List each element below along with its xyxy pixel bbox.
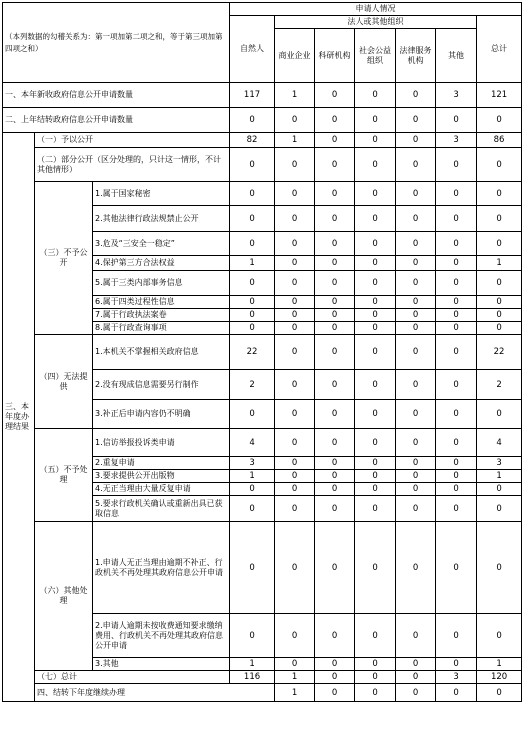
value-cell: 0 bbox=[436, 182, 477, 206]
value-cell: 0 bbox=[436, 614, 477, 658]
value-cell: 0 bbox=[315, 335, 355, 370]
value-cell: 0 bbox=[230, 496, 275, 522]
value-cell: 0 bbox=[436, 108, 477, 133]
value-cell: 0 bbox=[315, 470, 355, 483]
value-cell: 22 bbox=[230, 335, 275, 370]
value-cell: 0 bbox=[275, 400, 315, 429]
row-label: 3.其他 bbox=[93, 658, 230, 671]
row-label: 1.信访举报投诉类申请 bbox=[93, 429, 230, 457]
value-cell: 0 bbox=[275, 522, 315, 614]
header-note: （本列数据的勾稽关系为：第一项加第二项之和，等于第三项加第四项之和） bbox=[3, 3, 230, 83]
value-cell: 0 bbox=[315, 658, 355, 671]
value-cell: 0 bbox=[275, 496, 315, 522]
value-cell: 1 bbox=[230, 658, 275, 671]
value-cell: 0 bbox=[355, 206, 396, 232]
value-cell: 0 bbox=[355, 322, 396, 335]
value-cell: 0 bbox=[230, 232, 275, 256]
row-label: 8.属于行政查询事项 bbox=[93, 322, 230, 335]
value-cell: 0 bbox=[355, 148, 396, 182]
value-cell: 0 bbox=[275, 483, 315, 496]
value-cell: 0 bbox=[315, 496, 355, 522]
group-4-label: （四）无法提供 bbox=[35, 335, 93, 429]
value-cell: 0 bbox=[396, 182, 436, 206]
value-cell: 0 bbox=[355, 429, 396, 457]
value-cell: 0 bbox=[355, 83, 396, 108]
value-cell: 0 bbox=[396, 322, 436, 335]
total-cell: 1 bbox=[477, 256, 522, 271]
table-row bbox=[3, 671, 522, 684]
row-label: 6.属于四类过程性信息 bbox=[93, 296, 230, 309]
value-cell: 0 bbox=[396, 400, 436, 429]
value-cell: 0 bbox=[436, 322, 477, 335]
header-other: 其他 bbox=[436, 29, 477, 83]
value-cell: 0 bbox=[230, 148, 275, 182]
value-cell: 0 bbox=[315, 322, 355, 335]
value-cell: 0 bbox=[315, 671, 355, 684]
total-cell: 86 bbox=[477, 133, 522, 148]
value-cell: 0 bbox=[315, 108, 355, 133]
row-label: 3.危及“三安全一稳定” bbox=[93, 232, 230, 256]
value-cell: 0 bbox=[315, 614, 355, 658]
value-cell: 0 bbox=[315, 400, 355, 429]
value-cell: 1 bbox=[230, 256, 275, 271]
value-cell: 0 bbox=[396, 483, 436, 496]
value-cell: 0 bbox=[275, 335, 315, 370]
total-cell: 0 bbox=[477, 271, 522, 296]
value-cell: 0 bbox=[275, 256, 315, 271]
value-cell: 1 bbox=[230, 470, 275, 483]
value-cell: 0 bbox=[275, 206, 315, 232]
table-row bbox=[3, 335, 522, 370]
value-cell: 1 bbox=[275, 684, 315, 702]
value-cell: 0 bbox=[275, 658, 315, 671]
table-row bbox=[3, 83, 522, 108]
row-label: （七）总计 bbox=[35, 671, 230, 684]
section-3-label: 三、本年度办理结果 bbox=[3, 133, 35, 702]
group-6-label: （六）其他处理 bbox=[35, 522, 93, 671]
value-cell: 117 bbox=[230, 83, 275, 108]
value-cell: 3 bbox=[436, 133, 477, 148]
total-cell: 1 bbox=[477, 658, 522, 671]
table-row bbox=[3, 108, 522, 133]
row-label: 一、本年新收政府信息公开申请数量 bbox=[3, 83, 230, 108]
row-label: 1.本机关不掌握相关政府信息 bbox=[93, 335, 230, 370]
value-cell: 0 bbox=[396, 133, 436, 148]
value-cell: 0 bbox=[396, 296, 436, 309]
value-cell: 0 bbox=[315, 522, 355, 614]
value-cell: 0 bbox=[436, 658, 477, 671]
value-cell: 0 bbox=[355, 133, 396, 148]
value-cell: 0 bbox=[355, 614, 396, 658]
value-cell: 4 bbox=[230, 429, 275, 457]
value-cell: 0 bbox=[355, 671, 396, 684]
value-cell: 3 bbox=[436, 671, 477, 684]
value-cell: 0 bbox=[315, 370, 355, 400]
header-legal-service: 法律服务机构 bbox=[396, 29, 436, 83]
value-cell: 0 bbox=[315, 232, 355, 256]
value-cell: 0 bbox=[396, 684, 436, 702]
value-cell: 0 bbox=[355, 335, 396, 370]
value-cell: 0 bbox=[230, 296, 275, 309]
total-cell: 1 bbox=[477, 470, 522, 483]
value-cell: 0 bbox=[275, 614, 315, 658]
value-cell: 0 bbox=[355, 271, 396, 296]
value-cell: 0 bbox=[436, 522, 477, 614]
value-cell: 0 bbox=[436, 232, 477, 256]
row-label: 5.属于三类内部事务信息 bbox=[93, 271, 230, 296]
value-cell: 0 bbox=[315, 457, 355, 470]
value-cell: 3 bbox=[436, 83, 477, 108]
header-legal-group: 法人或其他组织 bbox=[275, 16, 477, 29]
value-cell: 0 bbox=[230, 309, 275, 322]
value-cell: 0 bbox=[275, 232, 315, 256]
total-cell: 0 bbox=[477, 483, 522, 496]
row-label: 2.申请人逾期未按收费通知要求缴纳费用、行政机关不再处理其政府信息公开申请 bbox=[93, 614, 230, 658]
value-cell: 0 bbox=[436, 457, 477, 470]
value-cell: 82 bbox=[230, 133, 275, 148]
value-cell: 0 bbox=[275, 309, 315, 322]
total-cell: 0 bbox=[477, 496, 522, 522]
header-applicant: 申请人情况 bbox=[230, 3, 522, 16]
header-natural-person: 自然人 bbox=[230, 16, 275, 83]
value-cell: 0 bbox=[315, 206, 355, 232]
row-label: 2.其他法律行政法规禁止公开 bbox=[93, 206, 230, 232]
row-label: 3.补正后申请内容仍不明确 bbox=[93, 400, 230, 429]
total-cell: 0 bbox=[477, 296, 522, 309]
total-cell: 2 bbox=[477, 370, 522, 400]
value-cell: 0 bbox=[315, 133, 355, 148]
table-row bbox=[3, 182, 522, 206]
total-cell: 0 bbox=[477, 309, 522, 322]
header-research: 科研机构 bbox=[315, 29, 355, 83]
row-label: 2.重复申请 bbox=[93, 457, 230, 470]
table-row bbox=[3, 133, 522, 148]
value-cell: 0 bbox=[355, 522, 396, 614]
group-3-label: （三）不予公开 bbox=[35, 182, 93, 335]
total-cell: 0 bbox=[477, 614, 522, 658]
value-cell: 0 bbox=[315, 296, 355, 309]
value-cell: 0 bbox=[230, 206, 275, 232]
value-cell: 116 bbox=[230, 671, 275, 684]
value-cell: 0 bbox=[355, 182, 396, 206]
value-cell: 0 bbox=[315, 271, 355, 296]
value-cell: 0 bbox=[355, 483, 396, 496]
value-cell: 0 bbox=[396, 148, 436, 182]
total-cell: 0 bbox=[477, 182, 522, 206]
value-cell: 0 bbox=[355, 309, 396, 322]
header-total: 总计 bbox=[477, 16, 522, 83]
value-cell: 0 bbox=[396, 614, 436, 658]
value-cell: 0 bbox=[355, 232, 396, 256]
value-cell: 0 bbox=[355, 256, 396, 271]
value-cell: 0 bbox=[396, 256, 436, 271]
value-cell: 0 bbox=[230, 400, 275, 429]
row-label: （二）部分公开（区分处理的，只计这一情形，不计其他情形） bbox=[35, 148, 230, 182]
value-cell: 0 bbox=[436, 309, 477, 322]
header-commercial: 商业企业 bbox=[275, 29, 315, 83]
row-label: 1.属于国家秘密 bbox=[93, 182, 230, 206]
value-cell: 0 bbox=[230, 271, 275, 296]
value-cell: 0 bbox=[436, 296, 477, 309]
value-cell: 0 bbox=[355, 658, 396, 671]
value-cell: 1 bbox=[275, 671, 315, 684]
table-row bbox=[3, 684, 522, 702]
value-cell: 2 bbox=[230, 370, 275, 400]
value-cell: 0 bbox=[355, 457, 396, 470]
total-cell: 0 bbox=[477, 206, 522, 232]
value-cell: 1 bbox=[275, 133, 315, 148]
value-cell: 0 bbox=[396, 370, 436, 400]
value-cell: 0 bbox=[230, 322, 275, 335]
value-cell: 0 bbox=[396, 457, 436, 470]
value-cell: 0 bbox=[436, 271, 477, 296]
value-cell: 0 bbox=[396, 232, 436, 256]
value-cell: 0 bbox=[436, 429, 477, 457]
total-cell: 3 bbox=[477, 457, 522, 470]
value-cell: 0 bbox=[436, 370, 477, 400]
value-cell: 0 bbox=[355, 296, 396, 309]
value-cell: 0 bbox=[230, 182, 275, 206]
value-cell: 0 bbox=[436, 470, 477, 483]
value-cell: 0 bbox=[355, 400, 396, 429]
total-cell: 120 bbox=[477, 671, 522, 684]
value-cell: 0 bbox=[396, 335, 436, 370]
total-cell: 0 bbox=[477, 148, 522, 182]
row-label: 二、上年结转政府信息公开申请数量 bbox=[3, 108, 230, 133]
value-cell: 0 bbox=[436, 400, 477, 429]
total-cell: 0 bbox=[477, 400, 522, 429]
value-cell: 0 bbox=[396, 429, 436, 457]
row-label: 7.属于行政执法案卷 bbox=[93, 309, 230, 322]
row-label: 4.保护第三方合法权益 bbox=[93, 256, 230, 271]
value-cell: 0 bbox=[355, 470, 396, 483]
total-cell: 0 bbox=[477, 108, 522, 133]
value-cell: 0 bbox=[355, 370, 396, 400]
value-cell: 0 bbox=[396, 496, 436, 522]
value-cell: 3 bbox=[230, 457, 275, 470]
value-cell: 0 bbox=[315, 684, 355, 702]
value-cell: 0 bbox=[275, 182, 315, 206]
value-cell: 0 bbox=[275, 470, 315, 483]
value-cell: 0 bbox=[396, 522, 436, 614]
value-cell: 0 bbox=[275, 271, 315, 296]
gov-info-disclosure-table bbox=[2, 2, 522, 702]
value-cell: 0 bbox=[436, 684, 477, 702]
value-cell: 0 bbox=[315, 309, 355, 322]
value-cell: 0 bbox=[315, 429, 355, 457]
value-cell: 0 bbox=[396, 671, 436, 684]
value-cell: 0 bbox=[315, 83, 355, 108]
value-cell: 0 bbox=[396, 271, 436, 296]
value-cell: 0 bbox=[275, 322, 315, 335]
value-cell: 0 bbox=[315, 182, 355, 206]
value-cell: 1 bbox=[275, 83, 315, 108]
value-cell: 0 bbox=[355, 496, 396, 522]
value-cell: 0 bbox=[355, 684, 396, 702]
value-cell: 0 bbox=[355, 108, 396, 133]
value-cell: 0 bbox=[436, 256, 477, 271]
value-cell: 0 bbox=[230, 483, 275, 496]
value-cell: 0 bbox=[230, 108, 275, 133]
total-cell: 0 bbox=[477, 322, 522, 335]
row-label: 4.无正当理由大量反复申请 bbox=[93, 483, 230, 496]
value-cell: 0 bbox=[396, 309, 436, 322]
value-cell: 0 bbox=[275, 429, 315, 457]
value-cell: 0 bbox=[396, 658, 436, 671]
value-cell: 0 bbox=[230, 614, 275, 658]
value-cell: 0 bbox=[396, 206, 436, 232]
table-row bbox=[3, 429, 522, 457]
row-label: 5.要求行政机关确认或重新出具已获取信息 bbox=[93, 496, 230, 522]
value-cell: 0 bbox=[477, 684, 522, 702]
value-cell: 0 bbox=[396, 83, 436, 108]
value-cell: 0 bbox=[275, 296, 315, 309]
header-social: 社会公益组织 bbox=[355, 29, 396, 83]
value-cell: 0 bbox=[275, 370, 315, 400]
total-cell: 22 bbox=[477, 335, 522, 370]
value-cell: 0 bbox=[436, 335, 477, 370]
value-cell: 0 bbox=[396, 470, 436, 483]
value-cell: 0 bbox=[230, 522, 275, 614]
row-label: 3.要求提供公开出版物 bbox=[93, 470, 230, 483]
table-row bbox=[3, 148, 522, 182]
value-cell: 0 bbox=[275, 457, 315, 470]
total-cell: 4 bbox=[477, 429, 522, 457]
value-cell: 0 bbox=[396, 108, 436, 133]
value-cell: 0 bbox=[275, 108, 315, 133]
value-cell: 0 bbox=[436, 206, 477, 232]
row-label: 1.申请人无正当理由逾期不补正、行政机关不再处理其政府信息公开申请 bbox=[93, 522, 230, 614]
row-label: 四、结转下年度继续办理 bbox=[35, 684, 275, 702]
group-5-label: （五）不予处理 bbox=[35, 429, 93, 522]
value-cell: 0 bbox=[436, 496, 477, 522]
total-cell: 0 bbox=[477, 232, 522, 256]
row-label: 2.没有现成信息需要另行制作 bbox=[93, 370, 230, 400]
row-label: （一）予以公开 bbox=[35, 133, 230, 148]
value-cell: 0 bbox=[315, 256, 355, 271]
total-cell: 0 bbox=[477, 522, 522, 614]
value-cell: 0 bbox=[315, 148, 355, 182]
table-row bbox=[3, 522, 522, 614]
total-cell: 121 bbox=[477, 83, 522, 108]
value-cell: 0 bbox=[436, 483, 477, 496]
value-cell: 0 bbox=[436, 148, 477, 182]
value-cell: 0 bbox=[315, 483, 355, 496]
value-cell: 0 bbox=[275, 148, 315, 182]
